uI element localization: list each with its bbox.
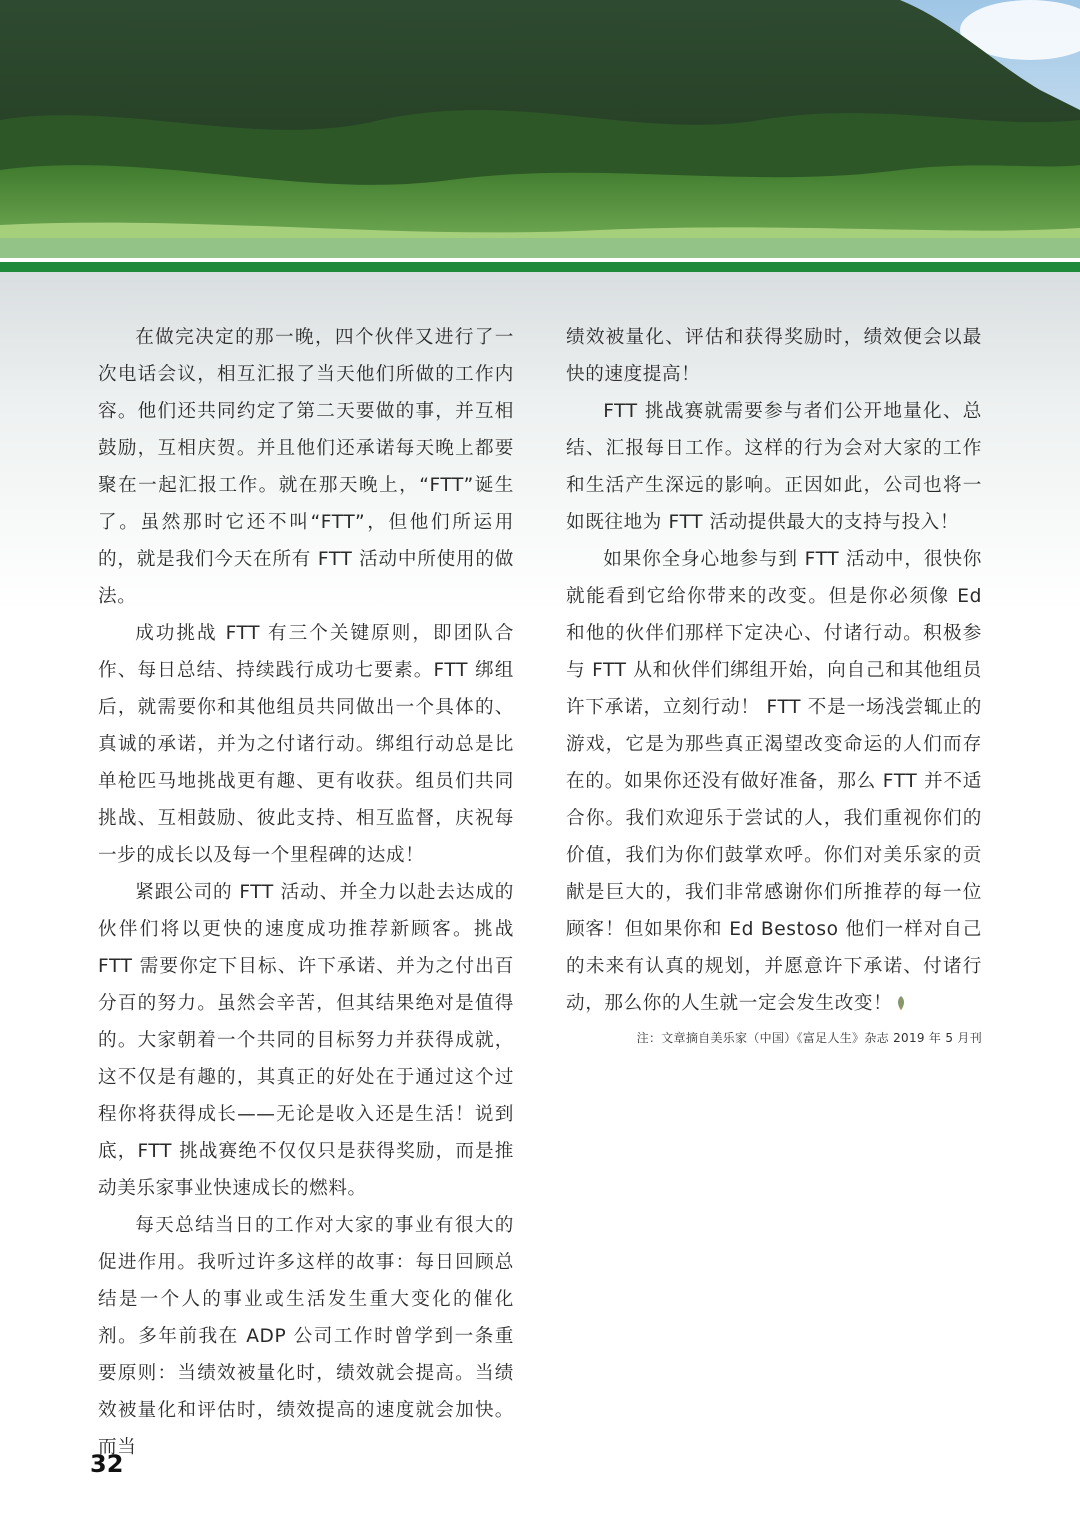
page-number: 32 — [90, 1450, 124, 1478]
header-landscape-photo — [0, 0, 1080, 258]
leaf-icon — [896, 995, 906, 1011]
paragraph: 在做完决定的那一晚，四个伙伴又进行了一次电话会议，相互汇报了当天他们所做的工作内容。他们还共同约定了第二天要做的事，并互相鼓励，互相庆贺。并且他们还承诺每天晚上都要聚在一起汇报工作。就在那天晚上，“FTT”诞生了。虽然那时它还不叫“FTT”，但他们所运用的，就是我们今天在所有 FTT 活动中所使用的做法。 — [98, 327, 514, 607]
paragraph-final — [566, 541, 982, 1022]
paragraph: FTT 挑战赛就需要参与者们公开地量化、总结、汇报每日工作。这样的行为会对大家的工作和生活产生深远的影响。正因如此，公司也将一如既往地为 FTT 活动提供最大的支持与投入！ — [566, 401, 982, 533]
paragraph: 紧跟公司的 FTT 活动、并全力以赴去达成的伙伴们将以更快的速度成功推荐新顾客。挑战 FTT 需要你定下目标、许下承诺、并为之付出百分百的努力。虽然会辛苦，但其结果绝对是值得的。大家朝着一个共同的目标努力并获得成就，这不仅是有趣的，其真正的好处在于通过这个过程你将获得成长——无论是收入还是生活！说到底，FTT 挑战赛绝不仅仅只是获得奖励，而是推动美乐家事业快速成长的燃料。 — [98, 882, 514, 1199]
separator-green-band — [0, 262, 1080, 272]
paragraph: 绩效被量化、评估和获得奖励时，绩效便会以最快的速度提高！ — [566, 327, 982, 385]
landscape-illustration — [0, 0, 1080, 258]
article-left-column — [98, 319, 514, 1466]
source-note: 注：文章摘自美乐家（中国）《富足人生》杂志 2019 年 5 月刊 — [636, 1031, 982, 1045]
paragraph: 成功挑战 FTT 有三个关键原则，即团队合作、每日总结、持续践行成功七要素。FTT 绑组后，就需要你和其他组员共同做出一个具体的、真诚的承诺，并为之付诸行动。绑组行动总是比单枪匹马地挑战更有趣、更有收获。组员们共同挑战、互相鼓励、彼此支持、相互监督，庆祝每一步的成长以及每一个里程碑的达成！ — [98, 623, 514, 866]
paragraph: 每天总结当日的工作对大家的事业有很大的促进作用。我听过许多这样的故事：每日回顾总结是一个人的事业或生活发生重大变化的催化剂。多年前我在 ADP 公司工作时曾学到一条重要原则：当绩效被量化时，绩效就会提高。当绩效被量化和评估时，绩效提高的速度就会加快。而当 — [98, 1215, 514, 1458]
article-right-column — [566, 319, 982, 1048]
paragraph-text: 如果你全身心地参与到 FTT 活动中，很快你就能看到它给你带来的改变。但是你必须像 Ed 和他的伙伴们那样下定决心、付诸行动。积极参与 FTT 从和伙伴们绑组开始，向自己和其他组员许下承诺，立刻行动！ FTT 不是一场浅尝辄止的游戏，它是为那些真正渴望改变命运的人们而存在的。如果你还没有做好准备，那么 FTT 并不适合你。我们欢迎乐于尝试的人，我们重视你们的价值，我们为你们鼓掌欢呼。你们对美乐家的贡献是巨大的，我们非常感谢你们所推荐的每一位顾客！但如果你和 Ed Bestoso 他们一样对自己的未来有认真的规划，并愿意许下承诺、付诸行动，那么你的人生就一定会发生改变！ — [566, 549, 982, 1014]
